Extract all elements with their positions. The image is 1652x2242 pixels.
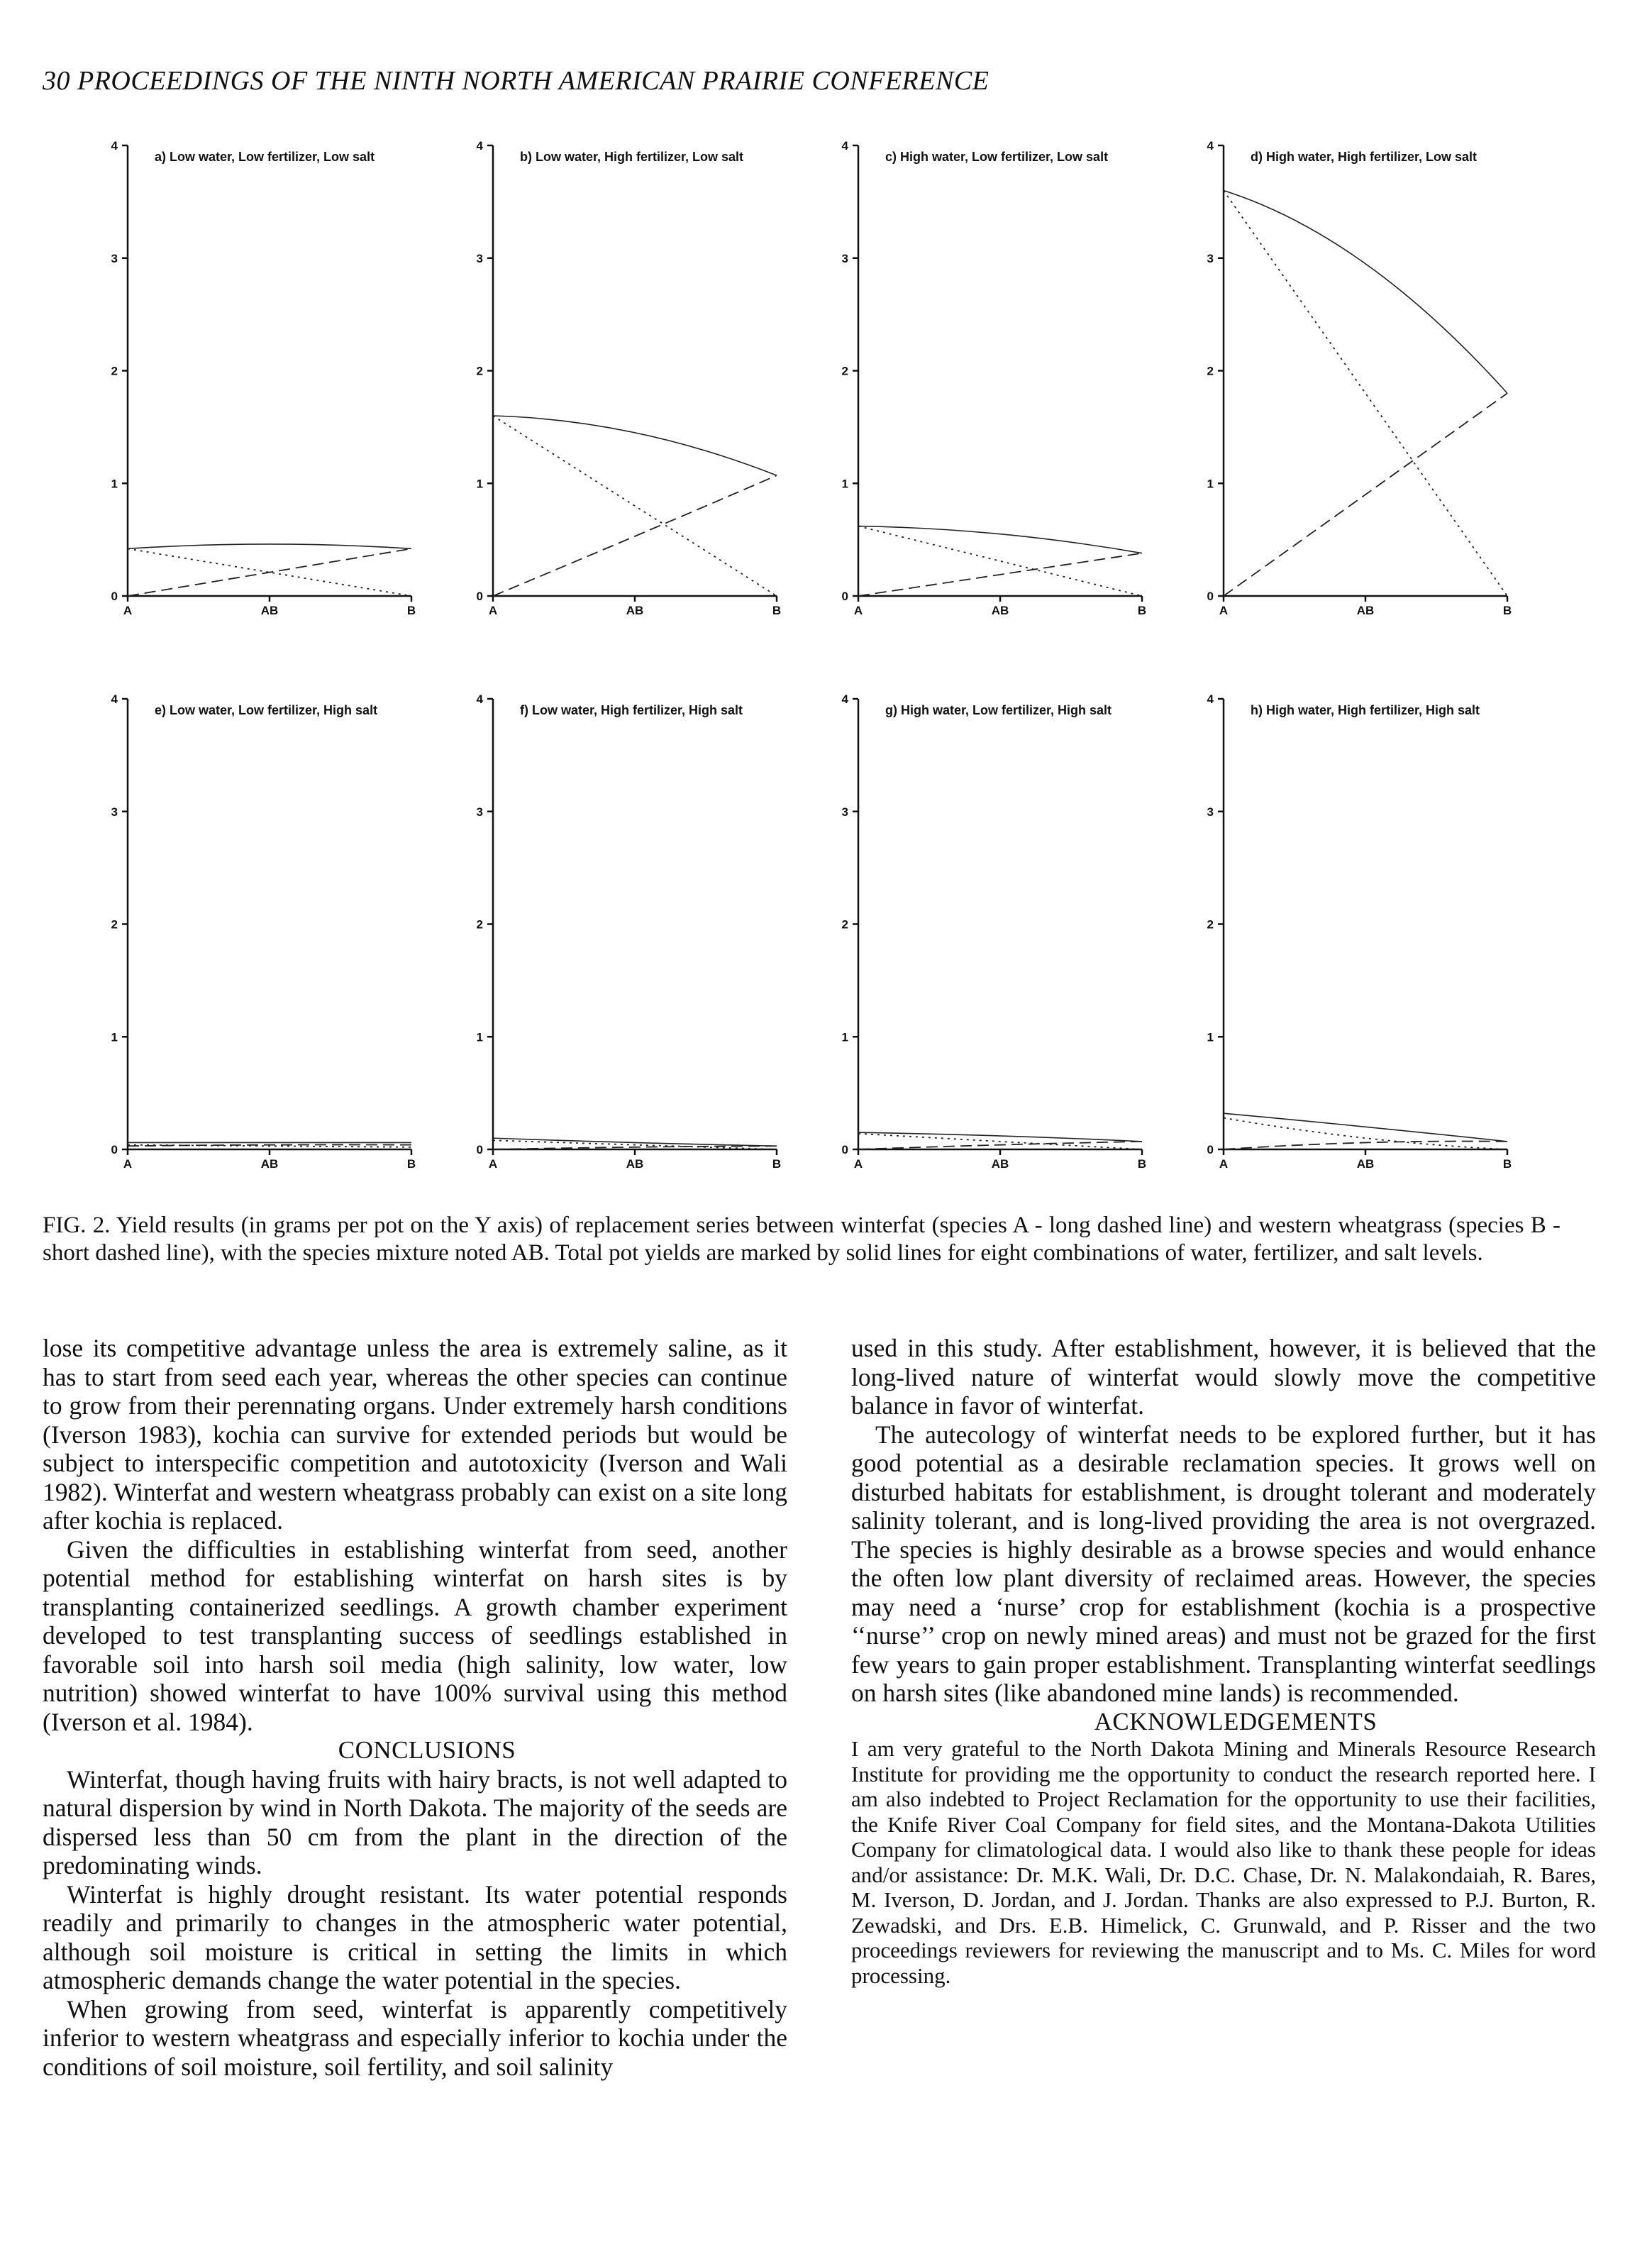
x-tick-label: A: [853, 604, 863, 617]
y-tick-label: 0: [111, 590, 118, 603]
panel-title: f) Low water, High fertilizer, High salt: [520, 703, 743, 717]
x-tick-label: AB: [260, 1157, 279, 1171]
y-tick-label: 1: [111, 477, 118, 491]
series-line-species-b: [858, 526, 1142, 596]
y-tick-label: 1: [111, 1030, 118, 1044]
panel-title: b) Low water, High fertilizer, Low salt: [520, 150, 744, 164]
y-tick-label: 1: [476, 477, 483, 491]
y-tick-label: 0: [111, 1143, 118, 1156]
y-tick-label: 0: [1207, 1143, 1214, 1156]
y-tick-label: 4: [1207, 692, 1214, 706]
y-tick-label: 4: [476, 692, 483, 706]
series-line-species-b: [1224, 1118, 1507, 1149]
y-tick-label: 1: [476, 1030, 483, 1044]
paragraph: When growing from seed, winterfat is apparently competitively inferior to western wheatgrass and especially inferior to kochia under the conditions of soil moisture, soil fertility, and soil salinity: [43, 1994, 787, 2081]
paragraph: Winterfat, though having fruits with hairy bracts, is not well adapted to natural dispersion by wind in North Dakota. The majority of the seeds are dispersed less than 50 cm from the plant in the direction of the predominating winds.: [43, 1765, 787, 1879]
series-line-species-b: [1224, 191, 1507, 597]
y-tick-label: 3: [476, 251, 483, 265]
x-tick-label: B: [772, 604, 782, 617]
x-tick-label: A: [488, 604, 498, 617]
y-tick-label: 1: [841, 477, 848, 491]
x-tick-label: B: [1502, 604, 1512, 617]
figure-caption: FIG. 2. Yield results (in grams per pot on the Y axis) of replacement series between winterfat (species A - long dashed line) and western wheatgrass (species B - short dashed line), with the species mixture noted AB. Total pot yields are marked by solid lines for eight combinations of water, fertilizer, and salt levels.: [43, 1213, 1560, 1266]
paragraph: used in this study. After establishment, however, it is believed that the long-lived nature of winterfat would slowly move the competitive balance in favor of winterfat.: [851, 1334, 1596, 1420]
y-tick-label: 1: [1207, 1030, 1214, 1044]
panel-title: g) High water, Low fertilizer, High salt: [885, 703, 1112, 717]
y-tick-label: 4: [476, 139, 483, 153]
series-line-total: [858, 526, 1142, 553]
x-tick-label: AB: [991, 604, 1009, 617]
y-tick-label: 1: [1207, 477, 1214, 491]
section-heading-conclusions: CONCLUSIONS: [338, 1736, 516, 1764]
series-line-species-a: [1224, 393, 1507, 596]
y-tick-label: 3: [1207, 251, 1214, 265]
x-tick-label: A: [853, 1157, 863, 1171]
panel-title: a) Low water, Low fertilizer, Low salt: [155, 150, 375, 164]
paragraph: lose its competitive advantage unless the area is extremely saline, as it has to start from seed each year, whereas the other species can continue to grow from their perennating organs. Under extremely harsh conditions (Iverson 1983), kochia can survive for extended periods but would be subject to interspecific competition and autotoxicity (Iverson and Wali 1982). Winterfat and western wheatgrass probably can exist on a site long after kochia is replaced.: [43, 1334, 787, 1535]
x-tick-label: A: [123, 1157, 133, 1171]
x-tick-label: B: [406, 604, 416, 617]
paragraph: Winterfat is highly drought resistant. Its water potential responds readily and primarily to changes in the atmospheric water potential, although soil moisture is critical in setting the limits in which atmospheric demands change the water potential in the species.: [43, 1879, 787, 1994]
chart-panel-d: [1153, 131, 1521, 617]
y-tick-label: 2: [476, 917, 483, 932]
panel-title: e) Low water, Low fertilizer, High salt: [155, 703, 378, 717]
y-tick-label: 0: [476, 1143, 483, 1156]
chart-panel-a: [57, 131, 426, 617]
y-tick-label: 2: [476, 364, 483, 378]
x-tick-label: B: [1137, 1157, 1147, 1171]
x-tick-label: B: [1502, 1157, 1512, 1171]
y-tick-label: 1: [841, 1030, 848, 1044]
paragraph: Given the difficulties in establishing winterfat from seed, another potential method for establishing winterfat on harsh sites is by transplanting containerized seedlings. A growth chamber experiment developed to test transplanting success of seedlings established in favorable soil into harsh soil media (high salinity, low water, low nutrition) showed winterfat to have 100% survival using this method (Iverson et al. 1984).: [43, 1535, 787, 1736]
x-tick-label: AB: [1356, 604, 1375, 617]
panel-title: c) High water, Low fertilizer, Low salt: [885, 150, 1109, 164]
series-line-total: [1224, 191, 1507, 394]
acknowledgements-text: I am very grateful to the North Dakota Mining and Minerals Resource Research Institute for providing me the opportunity to conduct the research reported here. I am also indebted to Project Reclamation for the opportunity to use their facilities, the Knife River Coal Company for field sites, and the Montana-Dakota Utilities Company for climatological data. I would also like to thank these people for ideas and/or assistance: Dr. M.K. Wali, Dr. D.C. Chase, Dr. N. Malakondaiah, R. Bares, M. Iverson, D. Jordan, and J. Jordan. Thanks are also expressed to P.J. Burton, R. Zewadski, and Drs. E.B. Himelick, C. Grunwald, and P. Risser and the two proceedings reviewers for reviewing the manuscript and to Ms. C. Miles for word processing.: [851, 1736, 1596, 1988]
y-tick-label: 3: [111, 805, 118, 819]
y-tick-label: 4: [1207, 139, 1214, 153]
section-heading-acknowledgements: ACKNOWLEDGEMENTS: [1094, 1707, 1377, 1735]
chart-panel-g: [787, 685, 1156, 1171]
left-column: [43, 1334, 787, 2081]
x-tick-label: AB: [991, 1157, 1009, 1171]
x-tick-label: A: [488, 1157, 498, 1171]
y-tick-label: 3: [1207, 805, 1214, 819]
x-tick-label: B: [1137, 604, 1147, 617]
x-tick-label: A: [123, 604, 133, 617]
y-tick-label: 2: [111, 917, 118, 932]
y-tick-label: 2: [1207, 917, 1214, 932]
running-head: 30 PROCEEDINGS OF THE NINTH NORTH AMERICAN PRAIRIE CONFERENCE: [43, 66, 989, 96]
panel-title: d) High water, High fertilizer, Low salt: [1251, 150, 1478, 164]
chart-panel-h: [1153, 685, 1521, 1171]
chart-panel-b: [422, 131, 791, 617]
series-line-total: [858, 1132, 1142, 1142]
series-line-total: [1224, 1113, 1507, 1142]
panel-title: h) High water, High fertilizer, High salt: [1251, 703, 1480, 717]
right-column: [851, 1334, 1596, 1988]
x-tick-label: AB: [260, 604, 279, 617]
y-tick-label: 2: [111, 364, 118, 378]
y-tick-label: 0: [841, 590, 848, 603]
x-tick-label: AB: [626, 604, 644, 617]
x-tick-label: A: [1219, 1157, 1229, 1171]
x-tick-label: A: [1219, 604, 1229, 617]
y-tick-label: 0: [1207, 590, 1214, 603]
x-tick-label: B: [772, 1157, 782, 1171]
y-tick-label: 3: [841, 805, 848, 819]
y-tick-label: 3: [111, 251, 118, 265]
series-line-species-a: [493, 475, 777, 596]
series-line-species-a: [1224, 1142, 1507, 1149]
series-line-species-a: [858, 553, 1142, 596]
y-tick-label: 3: [476, 805, 483, 819]
y-tick-label: 4: [841, 692, 848, 706]
y-tick-label: 4: [111, 139, 118, 153]
chart-panel-c: [787, 131, 1156, 617]
chart-panel-f: [422, 685, 791, 1171]
y-tick-label: 3: [841, 251, 848, 265]
y-tick-label: 0: [476, 590, 483, 603]
y-tick-label: 2: [841, 364, 848, 378]
x-tick-label: B: [406, 1157, 416, 1171]
series-line-total: [493, 416, 777, 475]
y-tick-label: 4: [841, 139, 848, 153]
series-line-species-a: [858, 1142, 1142, 1149]
y-tick-label: 2: [1207, 364, 1214, 378]
paragraph: The autecology of winterfat needs to be explored further, but it has good potential as a desirable reclamation species. It grows well on disturbed habitats for establishment, is drought tolerant and moderately salinity tolerant, and is long-lived providing the area is not overgrazed. The species is highly desirable as a browse species and would enhance the often low plant diversity of reclaimed areas. However, the species may need a ‘nurse’ crop for establishment (kochia is a prospective ‘‘nurse’’ crop on newly mined areas) and must not be grazed for the first few years to gain proper establishment. Transplanting winterfat seedlings on harsh sites (like abandoned mine lands) is recommended.: [851, 1420, 1596, 1707]
y-tick-label: 2: [841, 917, 848, 932]
y-tick-label: 4: [111, 692, 118, 706]
y-tick-label: 0: [841, 1143, 848, 1156]
series-line-species-b: [493, 416, 777, 596]
x-tick-label: AB: [626, 1157, 644, 1171]
series-line-total: [128, 544, 411, 548]
chart-panel-e: [57, 685, 426, 1171]
x-tick-label: AB: [1356, 1157, 1375, 1171]
